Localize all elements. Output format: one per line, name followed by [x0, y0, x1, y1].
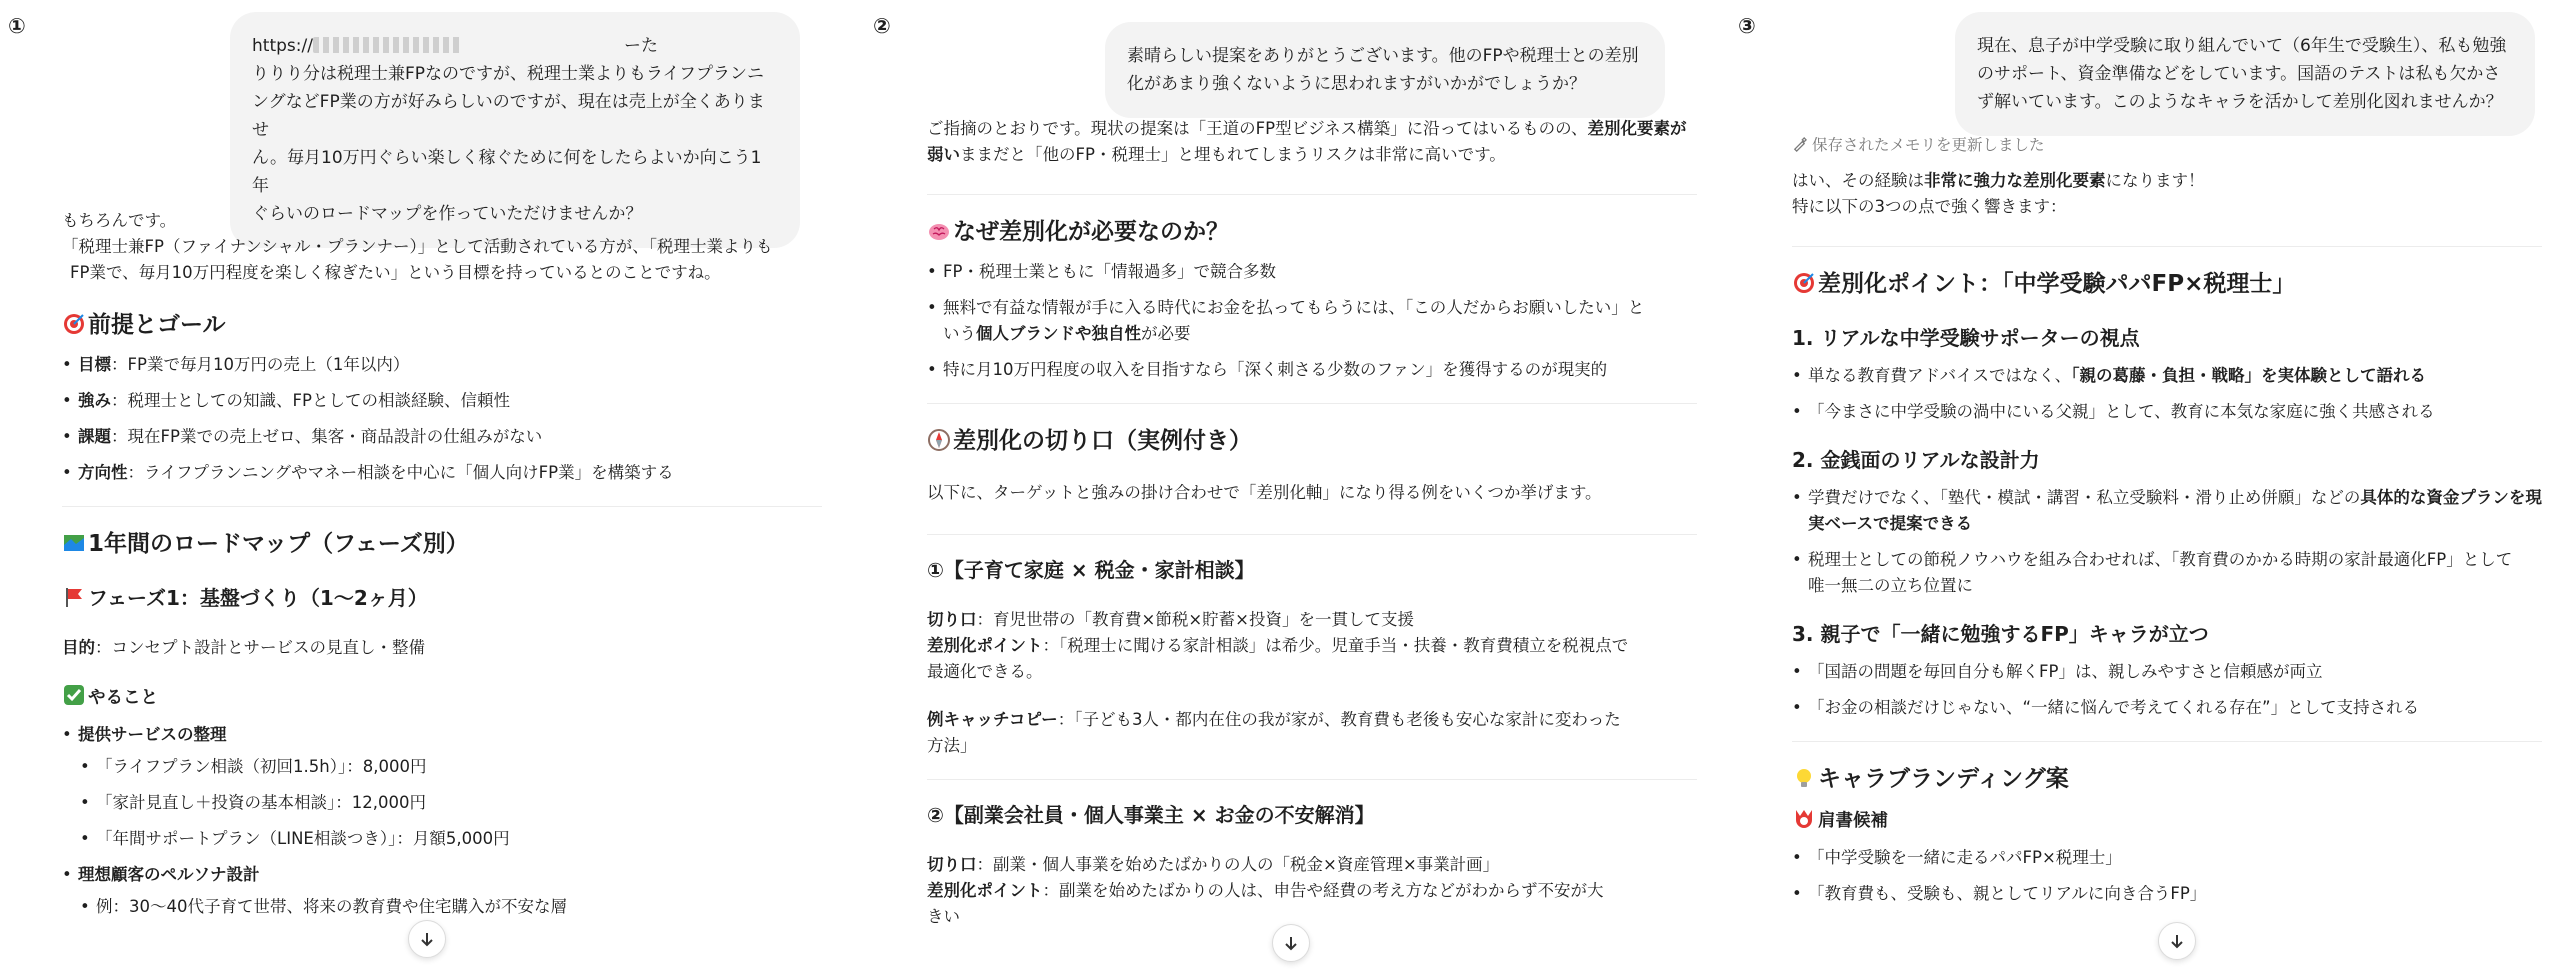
message-url: https:// — [252, 36, 313, 56]
case-text: 切り口：副業・個人事業を始めたばかりの人の「税金×資産管理×事業計画」 — [927, 855, 1500, 874]
list-item: • 目標：FP業で毎月10万円の売上（1年以内） — [62, 352, 822, 378]
divider — [927, 194, 1697, 195]
section-heading: 差別化の切り口（実例付き） — [927, 424, 1697, 458]
memory-icon — [1792, 137, 1807, 152]
panel-number: ③ — [1738, 14, 1756, 38]
list-item: • 「中学受験を一緒に走るパパFP×税理士」 — [1792, 845, 2542, 871]
response-text: FP業で、毎月10万円程度を楽しく稼ぎたい」という目標を持っているとのことですね。 — [70, 263, 721, 282]
redacted-text — [313, 37, 463, 53]
user-message-bubble — [1955, 12, 2535, 136]
divider — [927, 779, 1697, 780]
redacted-tail: ーた — [624, 36, 658, 56]
user-message-line: ず解いています。このようなキャラを活かして差別化図れませんか？ — [1977, 92, 2503, 112]
purpose-text: 目的：コンセプト設計とサービスの見直し・整備 — [62, 638, 425, 657]
case-heading: ②【副業会社員・個人事業主 × お金の不安解消】 — [927, 803, 1375, 827]
title-list — [1792, 845, 2542, 907]
case-text: 差別化ポイント：副業を始めたばかりの人は、申告や経費の考え方などがわからず不安が大 — [927, 881, 1604, 900]
lightbulb-icon — [1792, 766, 1816, 790]
subsection-heading: 1. リアルな中学受験サポーターの視点 — [1792, 326, 2140, 350]
assistant-response — [927, 116, 1697, 930]
divider — [1792, 741, 2542, 742]
list-item: • 課題：現在FP業での売上ゼロ、集客・商品設計の仕組みがない — [62, 424, 822, 450]
response-text: ご指摘のとおりです。現状の提案は「王道のFP型ビジネス構築」に沿ってはいるものの、差別化要素が弱いままだと「他のFP・税理士」と埋もれてしまうリスクは非常に高いです。 — [927, 119, 1687, 164]
flag-icon — [62, 585, 86, 609]
scroll-down-button[interactable] — [408, 920, 446, 958]
list-item: • 「国語の問題を毎回自分も解くFP」は、親しみやすさと信頼感が両立 — [1792, 659, 2542, 685]
section-heading: 前提とゴール — [62, 308, 822, 342]
divider — [927, 534, 1697, 535]
case-text: 例キャッチコピー：「子ども3人・都内在住の我が家が、教育費も老後も安心な家計に変わった — [927, 710, 1621, 729]
target-icon — [62, 312, 86, 336]
user-message-line: りりり分は税理士兼FPなのですが、税理士業よりもライフプランニ — [252, 64, 765, 84]
arrow-down-icon — [2168, 932, 2186, 950]
chat-panel-3 — [1730, 0, 2560, 978]
section-heading: なぜ差別化が必要なのか？ — [927, 215, 1697, 249]
list-item: • 方向性：ライフプランニングやマネー相談を中心に「個人向けFP業」を構築する — [62, 460, 822, 486]
case-text: 最適化できる。 — [927, 662, 1043, 681]
name-badge-icon — [1792, 806, 1816, 830]
section-heading: キャラブランディング案 — [1792, 762, 2542, 796]
chat-panel-1 — [0, 0, 853, 978]
list-item: • 無料で有益な情報が手に入る時代にお金を払ってもらうには、「この人だからお願いしたい」と いう個人ブランドや独自性が必要 — [927, 295, 1697, 347]
compass-icon — [927, 428, 951, 452]
arrow-down-icon — [418, 930, 436, 948]
section-heading: 1年間のロードマップ（フェーズ別） — [62, 527, 822, 561]
response-text: もちろんです。 — [62, 211, 177, 230]
case-text: きい — [927, 907, 960, 926]
subsection-heading: 2. 金銭面のリアルな設計力 — [1792, 448, 2040, 472]
list-item: • 「今まさに中学受験の渦中にいる父親」として、教育に本気な家庭に強く共感される — [1792, 399, 2542, 425]
list-item: • 税理士としての節税ノウハウを組み合わせれば、「教育費のかかる時期の家計最適化FP」として 唯一無二の立ち位置に — [1792, 547, 2542, 599]
list-item: • 理想顧客のペルソナ設計 — [62, 862, 822, 888]
user-message-line: のサポート、資金準備などをしています。国語のテストは私も欠かさ — [1977, 64, 2501, 84]
list-item: • 「家計見直し＋投資の基本相談」：12,000円 — [62, 790, 822, 816]
case-heading: ①【子育て家庭 × 税金・家計相談】 — [927, 558, 1255, 582]
why-list — [927, 259, 1697, 383]
list-item: • 特に月10万円程度の収入を目指すなら「深く刺さる少数のファン」を獲得するのが現実的 — [927, 357, 1697, 383]
list-item: • FP・税理士業ともに「情報過多」で競合多数 — [927, 259, 1697, 285]
scroll-down-button[interactable] — [1272, 924, 1310, 962]
response-text: 特に以下の3つの点で強く響きます： — [1792, 197, 2067, 216]
user-message-line — [252, 32, 778, 60]
scroll-down-button[interactable] — [2158, 922, 2196, 960]
response-text: 「税理士兼FP（ファイナンシャル・プランナー）」として活動されている方が、「税理士業よりも — [62, 237, 773, 256]
point-list — [1792, 485, 2542, 599]
user-message-line: 化があまり強くないように思われますがいかがでしょうか？ — [1127, 74, 1586, 94]
brain-icon — [927, 219, 951, 243]
checkmark-icon — [62, 683, 86, 707]
divider — [927, 403, 1697, 404]
assistant-response — [62, 208, 822, 930]
list-item: • 提供サービスの整理 — [62, 722, 822, 748]
subsection-heading: 3. 親子で「一緒に勉強するFP」キャラが立つ — [1792, 622, 2209, 646]
list-item: • 「年間サポートプラン（LINE相談つき）」：月額5,000円 — [62, 826, 822, 852]
panel-number: ① — [8, 14, 26, 38]
list-item: • 学費だけでなく、「塾代・模試・講習・私立受験料・滑り止め併願」などの具体的な資金プランを現実ベースで提案できる — [1792, 485, 2542, 537]
user-message-line: ングなどFP業の方が好みらしいのですが、現在は売上が全くありませ — [252, 92, 765, 140]
user-message-line: 素晴らしい提案をありがとうございます。他のFPや税理士との差別 — [1127, 46, 1639, 66]
case-text: 差別化ポイント：「税理士に聞ける家計相談」は希少。児童手当・扶養・教育費積立を税視点で — [927, 636, 1629, 655]
case-text: 方法」 — [927, 736, 977, 755]
divider — [62, 506, 822, 507]
list-item: • 「ライフプラン相談（初回1.5h）」：8,000円 — [62, 754, 822, 780]
response-text: はい、その経験は非常に強力な差別化要素になります！ — [1792, 171, 2205, 190]
memory-updated-note[interactable]: 保存されたメモリを更新しました — [1792, 132, 2542, 158]
todo-heading: やること — [62, 683, 822, 712]
user-message-line: 現在、息子が中学受験に取り組んでいて（6年生で受験生）、私も勉強 — [1977, 36, 2507, 56]
divider — [1792, 246, 2542, 247]
user-message-line: ぐらいのロードマップを作っていただけませんか？ — [252, 204, 643, 224]
goal-list — [62, 352, 822, 486]
list-item: • 強み：税理士としての知識、FPとしての相談経験、信頼性 — [62, 388, 822, 414]
point-list — [1792, 363, 2542, 425]
user-message-bubble — [1105, 22, 1665, 118]
section-heading: 差別化ポイント：「中学受験パパFP×税理士」 — [1792, 267, 2542, 301]
case-text: 切り口：育児世帯の「教育費×節税×貯蓄×投資」を一貫して支援 — [927, 610, 1414, 629]
list-item: • 例：30〜40代子育て世帯、将来の教育費や住宅購入が不安な層 — [62, 894, 822, 920]
assistant-response — [1792, 132, 2542, 917]
user-message-line: ん。毎月10万円ぐらい楽しく稼ぐために何をしたらよいか向こう1年 — [252, 148, 762, 196]
chat-panel-2 — [865, 0, 1718, 978]
target-icon — [1792, 271, 1816, 295]
response-text: 以下に、ターゲットと強みの掛け合わせで「差別化軸」になり得る例をいくつか挙げます。 — [927, 483, 1602, 502]
list-item: • 「お金の相談だけじゃない、“一緒に悩んで考えてくれる存在”」として支持される — [1792, 695, 2542, 721]
arrow-down-icon — [1282, 934, 1300, 952]
list-item: • 「教育費も、受験も、親としてリアルに向き合うFP」 — [1792, 881, 2542, 907]
map-icon — [62, 531, 86, 555]
point-list — [1792, 659, 2542, 721]
list-item: • 単なる教育費アドバイスではなく、「親の葛藤・負担・戦略」を実体験として語れる — [1792, 363, 2542, 389]
todo-list — [62, 722, 822, 920]
subsection-heading: 肩書候補 — [1792, 806, 2542, 835]
subsection-heading: フェーズ1：基盤づくり（1〜2ヶ月） — [62, 583, 822, 613]
panel-number: ② — [873, 14, 891, 38]
